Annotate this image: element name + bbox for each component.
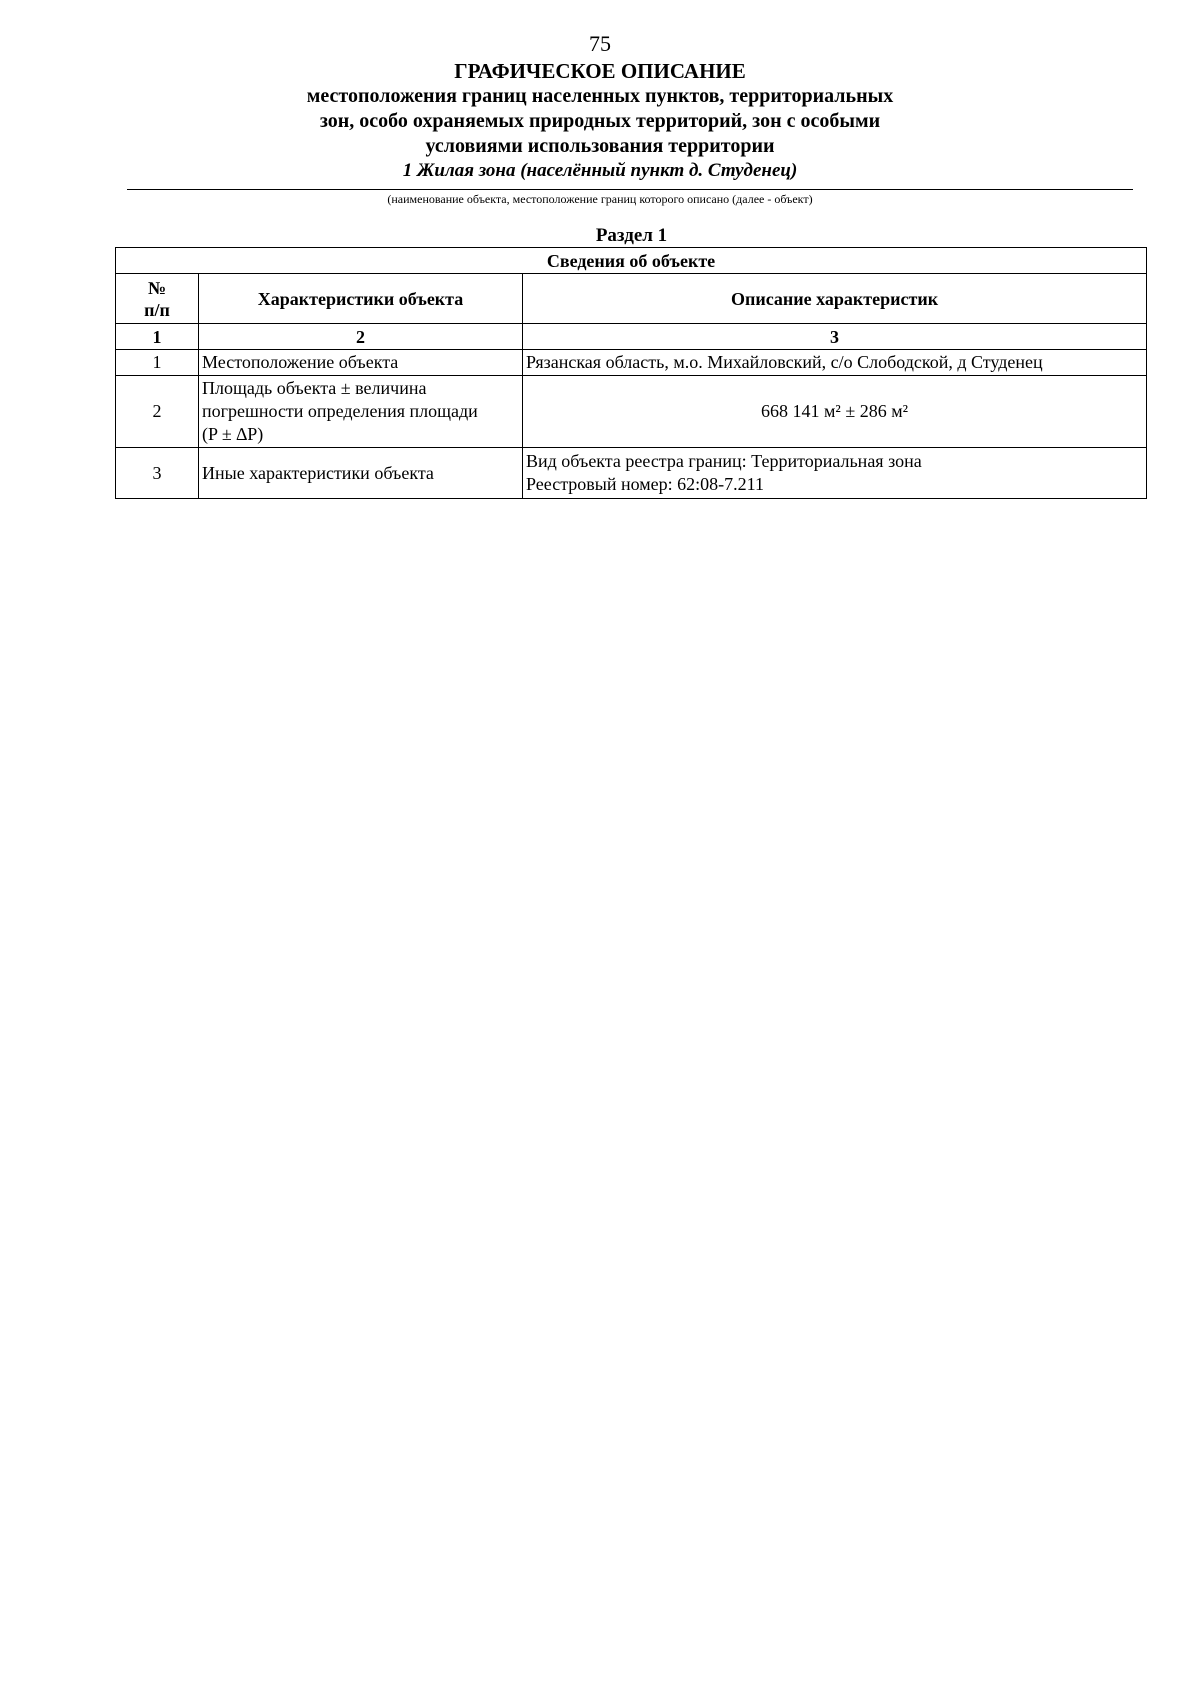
characteristic-line: (P ± ∆P) (202, 424, 264, 444)
section-title: Раздел 1 (595, 225, 668, 246)
row-characteristic (199, 376, 523, 448)
description-line: 668 141 м² ± 286 м² (761, 401, 908, 421)
characteristic-line: погрешности определения площади (202, 401, 478, 421)
table-caption-row (116, 248, 1147, 274)
document-subtitle-line-3: условиями использования территории (425, 135, 775, 157)
row-number: 1 (116, 350, 199, 376)
table-row (116, 350, 1147, 376)
header-description: Описание характеристик (523, 274, 1147, 324)
document-title: ГРАФИЧЕСКОЕ ОПИСАНИЕ (454, 59, 746, 83)
table-row (116, 376, 1147, 448)
object-name: 1 Жилая зона (населённый пункт д. Студенец) (402, 160, 798, 181)
row-number: 3 (116, 448, 199, 499)
row-description (523, 350, 1147, 376)
header-number (116, 274, 199, 324)
table-caption: Сведения об объекте (116, 248, 1147, 274)
row-description (523, 376, 1147, 448)
row-characteristic (199, 448, 523, 499)
page-number: 75 (589, 31, 611, 56)
characteristic-line: Местоположение объекта (202, 352, 399, 372)
document-subtitle-line-2: зон, особо охраняемых природных территорий, зон с особыми (319, 110, 881, 132)
description-line: Реестровый номер: 62:08-7.211 (526, 474, 764, 494)
column-numbers-row (116, 324, 1147, 350)
column-number-1: 1 (116, 324, 199, 350)
object-info-table (115, 247, 1147, 499)
row-characteristic (199, 350, 523, 376)
column-number-2: 2 (199, 324, 523, 350)
document-subtitle-line-1: местоположения границ населенных пунктов, территориальных (306, 85, 894, 107)
object-name-underline (127, 189, 1133, 190)
row-description (523, 448, 1147, 499)
table-row (116, 448, 1147, 499)
header-characteristic: Характеристики объекта (199, 274, 523, 324)
header-number-line-2: п/п (144, 299, 170, 320)
characteristic-line: Площадь объекта ± величина (202, 378, 427, 398)
description-line: Вид объекта реестра границ: Территориальная зона (526, 451, 922, 471)
row-number: 2 (116, 376, 199, 448)
header-number-line-1: № (147, 277, 167, 298)
table-header-row (116, 274, 1147, 324)
characteristic-line: Иные характеристики объекта (202, 462, 434, 483)
column-number-3: 3 (523, 324, 1147, 350)
description-line: Рязанская область, м.о. Михайловский, с/о Слободской, д Студенец (526, 352, 1043, 372)
object-name-caption: (наименование объекта, местоположение границ которого описано (далее - объект) (387, 192, 813, 206)
document-heading (0, 59, 1200, 183)
